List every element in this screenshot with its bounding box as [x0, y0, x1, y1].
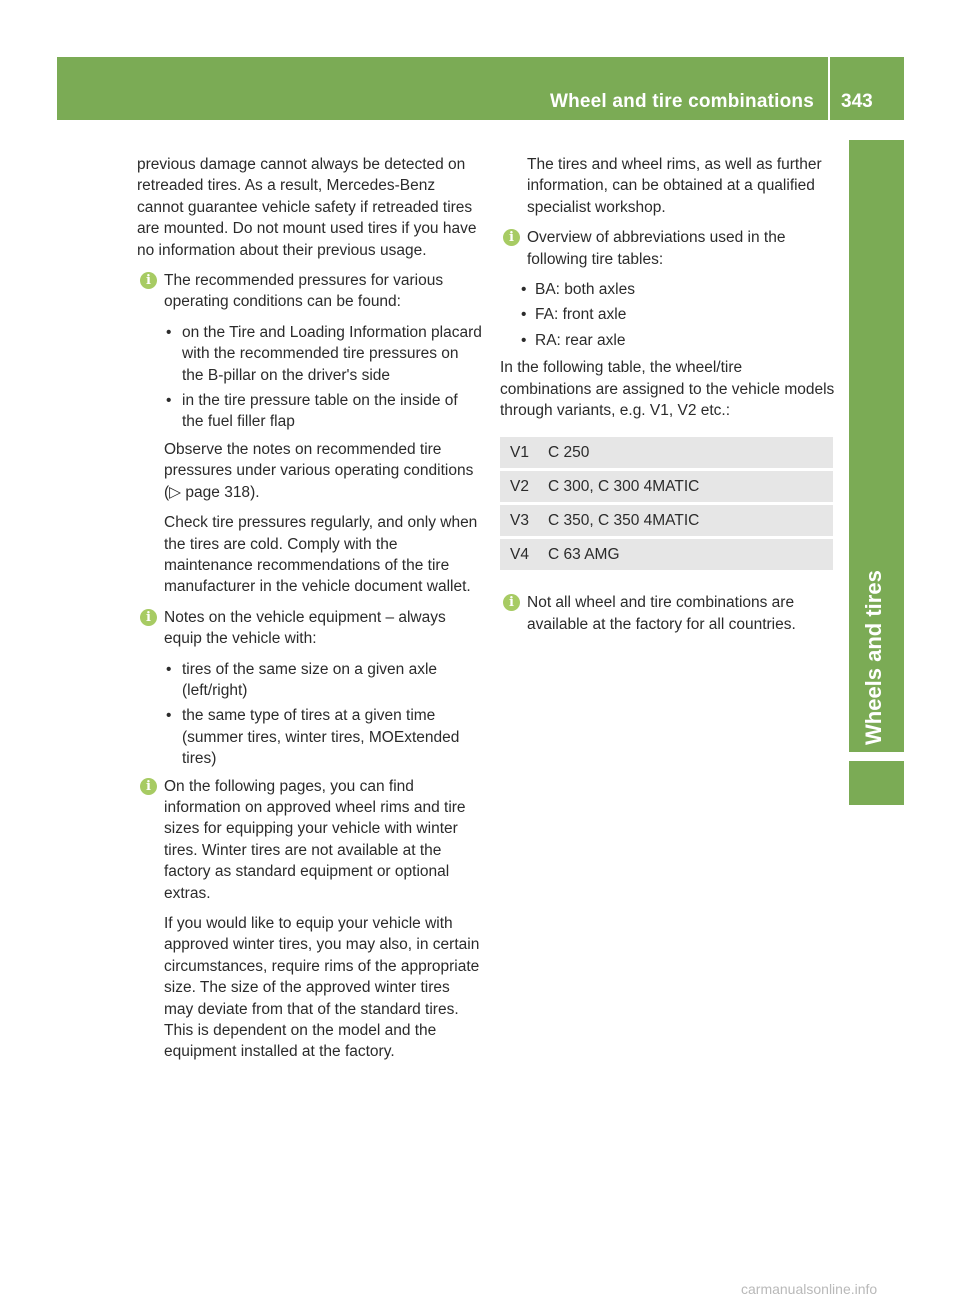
list-item: • BA: both axles: [500, 279, 835, 300]
info-note-text: Overview of abbreviations used in the following tire tables:: [527, 229, 786, 268]
list-item: • the same type of tires at a given time (summer tires, winter tires, MOExtended tires): [166, 707, 460, 768]
list-item: • in the tire pressure table on the inside of the fuel filler flap: [166, 392, 458, 431]
workshop-paragraph: The tires and wheel rims, as well as further information, can be obtained at a qualified specialist workshop.: [527, 156, 822, 216]
table-intro-paragraph: In the following table, the wheel/tire combinations are assigned to the vehicle models through variants, e.g. V1, V2 etc.:: [500, 359, 835, 420]
bullet-icon: •: [166, 392, 172, 410]
left-column: [137, 154, 482, 1072]
info-note-text: The recommended pressures for various operating conditions can be found:: [164, 272, 444, 311]
list-item: • on the Tire and Loading Information placard with the recommended tire pressures on the B-pillar on the driver's side: [166, 323, 482, 384]
chapter-tab-label: Wheels and tires: [861, 570, 886, 745]
check-pressure-paragraph: Check tire pressures regularly, and only when the tires are cold. Comply with the maintenance recommendations of the tire manufacturer in the vehicle document wallet.: [164, 514, 478, 596]
equipment-list: [137, 659, 482, 770]
info-note-availability: [500, 592, 835, 635]
variant-model: C 63 AMG: [548, 546, 620, 564]
variant-model: C 350, C 350 4MATIC: [548, 512, 700, 530]
variant-code: V1: [510, 444, 529, 462]
page-ref-arrow-icon: ▷: [169, 483, 182, 501]
table-row: [500, 437, 833, 468]
header-divider: [828, 57, 830, 120]
abbreviation-list: [500, 279, 835, 351]
info-icon: i: [140, 272, 157, 289]
info-icon: i: [140, 778, 157, 795]
bullet-icon: •: [166, 660, 172, 678]
pressure-location-list: [137, 322, 482, 433]
observe-paragraph: Observe the notes on recommended tire pressures under various operating conditions (▷ page 318).: [164, 440, 474, 501]
winter-rims-paragraph: If you would like to equip your vehicle with approved winter tires, you may also, in certain circumstances, require rims of the appropriate size. The size of the approved winter tires may deviate from that of the standard tires. This is dependent on the model and the equipment installed at the factory.: [164, 915, 480, 1061]
header-bar: [57, 57, 904, 120]
info-icon: i: [503, 594, 520, 611]
watermark-footer: carmanualsonline.info: [741, 1281, 878, 1297]
right-column: [500, 154, 835, 644]
info-note-text: On the following pages, you can find information on approved wheel rims and tire sizes for equipping your vehicle with winter tires. Winter tires are not available at the factory as standard equipment or optional extras.: [164, 777, 466, 902]
chapter-tab-marker: [849, 761, 904, 805]
list-item: • FA: front axle: [500, 304, 835, 325]
bullet-icon: •: [166, 323, 172, 341]
info-icon: i: [503, 229, 520, 246]
info-note-text: Not all wheel and tire combinations are available at the factory for all countries.: [527, 594, 796, 633]
info-note-pressures: [137, 270, 482, 313]
info-note-equipment: [137, 607, 482, 650]
info-note-text: Notes on the vehicle equipment – always equip the vehicle with:: [164, 608, 446, 648]
variant-code: V2: [510, 478, 529, 496]
bullet-icon: •: [166, 707, 172, 725]
bullet-icon: •: [521, 281, 527, 299]
info-icon: i: [140, 609, 157, 626]
variant-model: C 250: [548, 444, 590, 462]
page-reference-link[interactable]: page 318: [185, 483, 251, 501]
bullet-icon: •: [521, 306, 527, 324]
list-item: • RA: rear axle: [500, 330, 835, 351]
table-row: [500, 539, 833, 570]
info-note-winter-tires: [137, 776, 482, 904]
table-row: [500, 505, 833, 536]
variant-table: [500, 437, 833, 570]
bullet-icon: •: [521, 331, 527, 349]
table-row: [500, 471, 833, 502]
variant-code: V4: [510, 546, 529, 564]
list-item: • tires of the same size on a given axle (left/right): [166, 660, 438, 699]
variant-model: C 300, C 300 4MATIC: [548, 478, 700, 496]
page-section-title: Wheel and tire combinations: [549, 91, 814, 112]
info-note-abbreviations: [500, 227, 835, 270]
intro-paragraph: previous damage cannot always be detected on retreaded tires. As a result, Mercedes-Benz cannot guarantee vehicle safety if retreaded tires are mounted. Do not mount used tires if you have no information about their previous usage.: [137, 156, 477, 259]
page-number: 343: [841, 91, 873, 112]
variant-code: V3: [510, 512, 529, 530]
